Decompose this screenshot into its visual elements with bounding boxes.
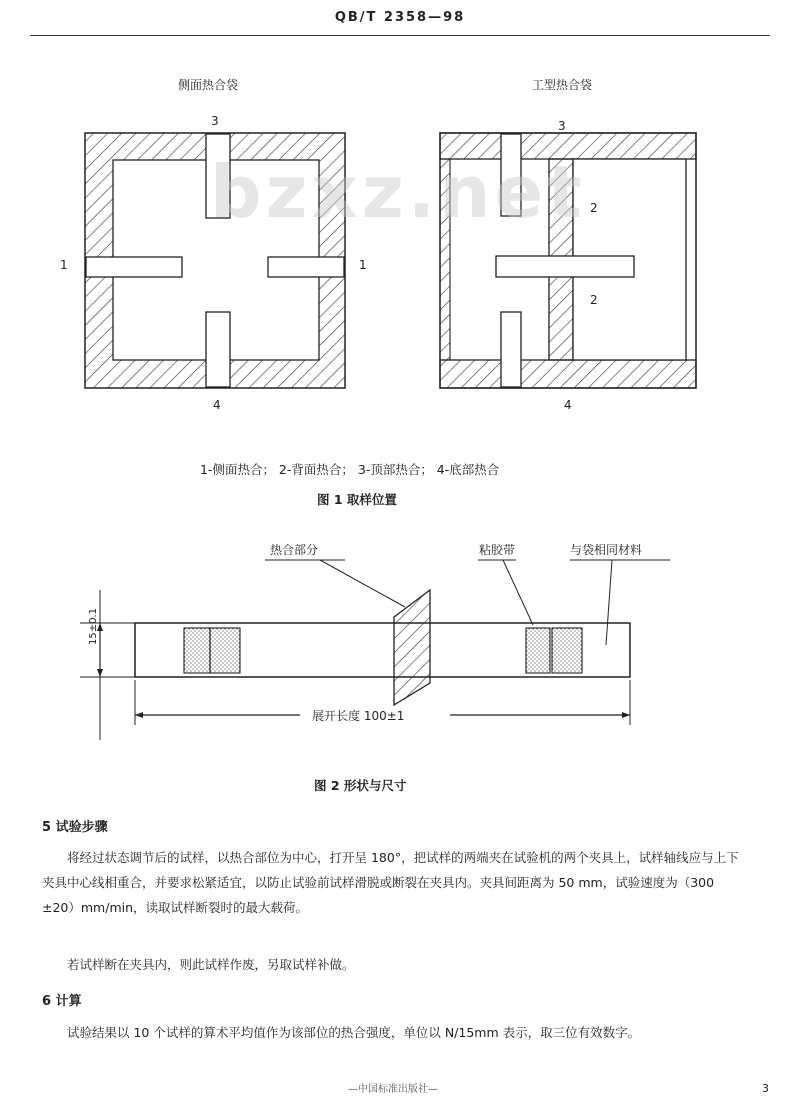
section6-paragraph1: 试验结果以 10 个试样的算术平均值作为该部位的热合强度，单位以 N/15mm 表示，取三位有效数字。 bbox=[67, 1025, 641, 1040]
figure1-caption: 图 1 取样位置 bbox=[317, 492, 397, 507]
section6-heading: 6 计算 bbox=[42, 994, 82, 1009]
figure1-left-title: 侧面热合袋 bbox=[178, 78, 239, 92]
length-dimension: 展开长度 100±1 bbox=[312, 709, 405, 723]
section5-heading: 5 试验步骤 bbox=[42, 820, 108, 835]
section5-paragraph2: 若试样断在夹具内，则此试样作废，另取试样补做。 bbox=[67, 957, 355, 972]
standard-number-header: QB/T 2358—98 bbox=[334, 10, 466, 25]
figure1-right-title: 工型热合袋 bbox=[532, 78, 593, 92]
label-same-material: 与袋相同材料 bbox=[570, 543, 643, 557]
label-top-left: 3 bbox=[211, 114, 219, 128]
width-dimension: 15±0.1 bbox=[88, 607, 99, 645]
label-bottom-left: 4 bbox=[213, 398, 221, 412]
figure2-caption: 图 2 形状与尺寸 bbox=[314, 778, 407, 793]
label-right-side: 1 bbox=[359, 258, 367, 272]
page-number: 3 bbox=[762, 1082, 769, 1095]
publisher-footer: —中国标准出版社— bbox=[348, 1084, 438, 1095]
label-left-side: 1 bbox=[60, 258, 68, 272]
label-adhesive-tape: 粘胶带 bbox=[479, 543, 516, 557]
section5-paragraph1: 将经过状态调节后的试样，以热合部位为中心，打开呈 180°，把试样的两端夹在试验机的两个夹具上，试样轴线应与上下夹具中心线相重合，并要求松紧适宜，以防止试验前试样滑脱或断裂在夹具内。夹具间距离为 50 mm，试验速度为（300 ±20）mm/min，读取试样断裂时的最大载荷。 bbox=[42, 850, 739, 915]
label-top-right: 3 bbox=[558, 119, 566, 133]
label-heat-seal-part: 热合部分 bbox=[270, 543, 319, 557]
label-back-lower: 2 bbox=[590, 293, 598, 307]
label-back-upper: 2 bbox=[590, 201, 598, 215]
figure1-legend: 1-侧面热合； 2-背面热合； 3-顶部热合； 4-底部热合 bbox=[200, 462, 500, 477]
label-bottom-right: 4 bbox=[564, 398, 572, 412]
watermark: bzxz.net bbox=[210, 150, 586, 234]
